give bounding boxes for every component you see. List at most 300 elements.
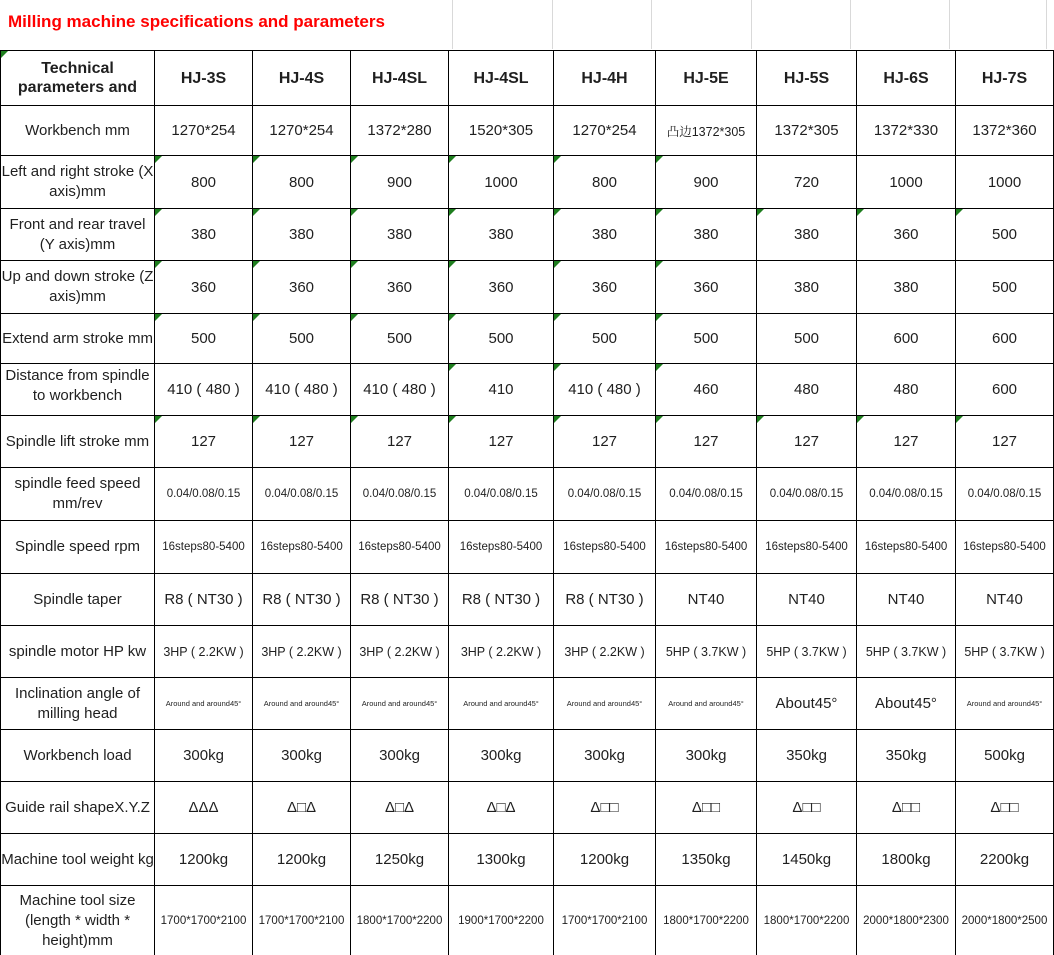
- spec-cell-value: 0.04/0.08/0.15: [264, 488, 339, 500]
- spec-cell-value: 1800*1700*2200: [763, 914, 850, 927]
- error-flag-icon: [857, 416, 864, 423]
- spec-cell: [857, 626, 956, 678]
- table-row: [1, 626, 1054, 678]
- spec-cell: [351, 468, 449, 521]
- spec-cell-value: 127: [190, 433, 217, 450]
- spec-cell-value: 410 ( 480 ): [167, 381, 240, 398]
- spec-cell: [351, 521, 449, 574]
- spec-cell-value: 0.04/0.08/0.15: [362, 488, 437, 500]
- spec-cell-value: Δ□□: [792, 799, 821, 816]
- spec-cell: [656, 209, 757, 261]
- gridline: [452, 0, 453, 49]
- column-header-label: HJ-4H: [581, 69, 628, 87]
- spec-cell: [956, 261, 1054, 314]
- spec-cell: [253, 678, 351, 730]
- spec-cell: [449, 626, 554, 678]
- row-label: [1, 261, 155, 314]
- row-label-text: Workbench load: [23, 746, 132, 764]
- spec-cell: [757, 314, 857, 364]
- table-row: [1, 314, 1054, 364]
- column-header-label: HJ-7S: [981, 69, 1028, 87]
- error-flag-icon: [155, 261, 162, 268]
- spec-cell: [757, 261, 857, 314]
- spec-cell: [757, 468, 857, 521]
- row-label-text: Spindle taper: [33, 590, 122, 608]
- row-label-text: Spindle speed rpm: [14, 538, 141, 555]
- spec-cell-value: 380: [893, 278, 919, 296]
- gridline: [651, 0, 652, 49]
- spec-cell: [956, 364, 1054, 416]
- table-row: [1, 730, 1054, 782]
- spec-cell: [155, 468, 253, 521]
- spec-cell-value: 1350kg: [681, 851, 731, 868]
- spec-table: [0, 50, 1054, 955]
- spec-cell-value: 900: [693, 173, 719, 191]
- row-label-text: Extend arm stroke mm: [2, 329, 153, 347]
- spec-cell: [155, 521, 253, 574]
- spec-cell: [956, 468, 1054, 521]
- row-label: [1, 730, 155, 782]
- spec-cell-value: 1372*360: [972, 122, 1037, 139]
- error-flag-icon: [449, 416, 456, 423]
- spec-cell-value: 2000*1800*2300: [863, 914, 949, 927]
- spec-cell: [956, 106, 1054, 156]
- spec-cell: [253, 416, 351, 468]
- spec-cell: [857, 468, 956, 521]
- column-header: [956, 51, 1054, 106]
- row-label: [1, 364, 155, 416]
- spec-cell-value: 127: [991, 433, 1018, 450]
- spec-cell: [554, 468, 656, 521]
- spec-cell: [656, 886, 757, 955]
- spec-cell-value: 500: [386, 330, 413, 347]
- column-header: [449, 51, 554, 106]
- spec-cell-value: 500: [190, 330, 217, 347]
- spec-cell-value: 1000: [484, 173, 518, 191]
- spec-cell: [253, 364, 351, 416]
- spec-cell-value: R8 ( NT30 ): [360, 591, 439, 608]
- spec-cell-value: 127: [893, 433, 919, 450]
- error-flag-icon: [656, 416, 663, 423]
- spec-cell-value: 3HP ( 2.2KW ): [163, 644, 244, 659]
- spec-cell-value: 380: [288, 226, 315, 243]
- column-header: [155, 51, 253, 106]
- spec-cell-value: 1372*305: [774, 122, 839, 139]
- spec-cell: [449, 156, 554, 209]
- spec-cell-value: 300kg: [183, 747, 224, 764]
- spec-cell: [449, 886, 554, 955]
- spec-cell: [554, 314, 656, 364]
- spec-cell-value: 0.04/0.08/0.15: [967, 488, 1042, 500]
- row-label: [1, 468, 155, 521]
- error-flag-icon: [956, 416, 963, 423]
- spec-cell-value: 410 ( 480 ): [363, 381, 436, 398]
- gridline: [949, 0, 950, 49]
- gridline: [850, 0, 851, 49]
- column-header: [757, 51, 857, 106]
- spec-cell-value: 1270*254: [269, 122, 334, 139]
- spec-cell-value: 500: [488, 330, 514, 347]
- spec-cell: [656, 782, 757, 834]
- spec-cell: [449, 782, 554, 834]
- spec-cell-value: 1450kg: [781, 851, 832, 868]
- spec-cell-value: 600: [893, 330, 919, 347]
- spec-cell-value: 300kg: [281, 747, 322, 764]
- error-flag-icon: [1, 51, 8, 58]
- spec-cell-value: 500kg: [984, 747, 1025, 764]
- column-header: [554, 51, 656, 106]
- gridline: [552, 0, 553, 49]
- spec-cell: [857, 364, 956, 416]
- spec-cell: [351, 364, 449, 416]
- spec-cell: [757, 886, 857, 955]
- spec-cell-value: 5HP ( 3.7KW ): [865, 644, 947, 659]
- spec-cell-value: 5HP ( 3.7KW ): [665, 644, 747, 659]
- spec-cell: [449, 574, 554, 626]
- spec-cell: [757, 521, 857, 574]
- error-flag-icon: [554, 364, 561, 371]
- spec-cell-value: Around and around45°: [668, 699, 744, 708]
- spec-cell-value: 1270*254: [171, 122, 236, 139]
- spec-cell-value: 380: [190, 226, 217, 243]
- spec-cell-value: 1900*1700*2200: [458, 914, 544, 927]
- row-label-text: spindle motor HP kw: [8, 642, 147, 660]
- spec-cell: [351, 730, 449, 782]
- spec-cell-value: 1700*1700*2100: [561, 914, 648, 927]
- spec-cell-value: Δ□Δ: [286, 799, 317, 816]
- spec-cell: [554, 782, 656, 834]
- spec-cell-value: 410 ( 480 ): [568, 381, 641, 398]
- row-label: [1, 782, 155, 834]
- spec-cell-value: 380: [793, 278, 820, 296]
- spec-cell-value: 600: [991, 330, 1018, 347]
- spec-cell: [656, 106, 757, 156]
- spec-cell: [554, 574, 656, 626]
- table-row: [1, 364, 1054, 416]
- row-label: [1, 106, 155, 156]
- spec-cell-value: 1372*280: [367, 122, 432, 139]
- spec-cell-value: Δ□□: [990, 799, 1019, 816]
- spec-cell: [554, 416, 656, 468]
- error-flag-icon: [857, 209, 864, 216]
- spec-cell-value: Δ□□: [691, 799, 721, 816]
- spec-cell: [857, 416, 956, 468]
- error-flag-icon: [449, 364, 456, 371]
- row-label: [1, 678, 155, 730]
- column-header-label: HJ-4S: [278, 69, 325, 87]
- spec-cell: [155, 314, 253, 364]
- spec-cell: [857, 886, 956, 955]
- spec-cell: [554, 678, 656, 730]
- spec-cell-value: 0.04/0.08/0.15: [869, 488, 943, 500]
- spec-cell: [757, 156, 857, 209]
- spec-cell: [656, 156, 757, 209]
- spec-cell-value: Δ□Δ: [384, 799, 415, 816]
- spec-cell: [253, 209, 351, 261]
- spec-cell: [155, 626, 253, 678]
- row-label-text: Distance from spindle to workbench: [5, 367, 150, 404]
- spec-cell-value: 16steps80-5400: [864, 541, 948, 553]
- spec-cell: [449, 314, 554, 364]
- spec-cell: [253, 834, 351, 886]
- column-header-label: HJ-4SL: [371, 69, 428, 87]
- spec-cell-value: R8 ( NT30 ): [164, 591, 243, 608]
- spec-cell-value: 127: [488, 433, 514, 450]
- error-flag-icon: [155, 416, 162, 423]
- spec-cell: [155, 782, 253, 834]
- spec-cell: [351, 886, 449, 955]
- spec-cell-value: 380: [488, 226, 514, 243]
- spec-cell: [656, 834, 757, 886]
- spec-cell-value: 5HP ( 3.7KW ): [964, 644, 1045, 659]
- spec-cell: [253, 468, 351, 521]
- spec-cell: [449, 364, 554, 416]
- spec-cell: [857, 314, 956, 364]
- spec-cell-value: 500: [288, 330, 315, 347]
- corner-cell: [1, 51, 155, 106]
- spec-cell-value: 16steps80-5400: [358, 541, 441, 553]
- spec-cell: [956, 834, 1054, 886]
- error-flag-icon: [956, 209, 963, 216]
- column-header: [857, 51, 956, 106]
- spec-cell: [351, 782, 449, 834]
- spec-cell-value: 1372*330: [873, 122, 939, 139]
- spec-cell-value: 127: [288, 433, 315, 450]
- spec-cell: [956, 521, 1054, 574]
- error-flag-icon: [253, 209, 260, 216]
- table-row: [1, 261, 1054, 314]
- spec-cell: [351, 574, 449, 626]
- spec-cell: [857, 156, 956, 209]
- spec-cell: [857, 834, 956, 886]
- spec-cell: [351, 834, 449, 886]
- spec-cell: [449, 106, 554, 156]
- spec-cell: [155, 678, 253, 730]
- spec-cell: [554, 261, 656, 314]
- spec-cell-value: 3HP ( 2.2KW ): [359, 644, 440, 659]
- spec-cell-value: 360: [190, 278, 217, 296]
- spec-cell: [554, 834, 656, 886]
- spec-cell: [253, 521, 351, 574]
- spec-cell: [253, 314, 351, 364]
- spec-cell-value: About45°: [775, 695, 838, 712]
- spec-cell: [253, 261, 351, 314]
- page-title: Milling machine specifications and parameters: [8, 12, 385, 31]
- spec-cell: [351, 261, 449, 314]
- spec-cell-value: R8 ( NT30 ): [461, 591, 541, 608]
- spec-cell: [857, 782, 956, 834]
- spec-cell-value: 1800*1700*2200: [663, 914, 749, 927]
- title-area: [0, 0, 1054, 50]
- spec-cell-value: 16steps80-5400: [765, 541, 848, 553]
- table-row: [1, 156, 1054, 209]
- row-label-text: Workbench mm: [25, 121, 130, 139]
- spec-cell: [253, 574, 351, 626]
- spec-cell-value: 300kg: [685, 747, 727, 764]
- error-flag-icon: [351, 156, 358, 163]
- spec-cell-value: 1250kg: [374, 851, 425, 868]
- row-label-text: Machine tool weight kg: [1, 850, 154, 868]
- spec-cell-value: 360: [488, 278, 514, 296]
- spec-cell-value: 0.04/0.08/0.15: [769, 488, 844, 500]
- spec-cell-value: 460: [693, 381, 719, 398]
- spec-cell: [656, 364, 757, 416]
- spec-cell-value: 410: [488, 381, 514, 398]
- gridline: [1046, 0, 1047, 49]
- table-row: [1, 834, 1054, 886]
- spec-cell-value: 500: [991, 278, 1018, 296]
- spec-cell: [956, 782, 1054, 834]
- spec-cell-value: 380: [386, 226, 413, 243]
- spec-cell: [956, 886, 1054, 955]
- spec-cell-value: 360: [386, 278, 413, 296]
- spec-cell: [253, 626, 351, 678]
- spec-cell: [155, 261, 253, 314]
- spec-cell-value: NT40: [687, 591, 725, 608]
- spec-cell-value: 480: [793, 381, 820, 398]
- spec-cell: [253, 886, 351, 955]
- error-flag-icon: [656, 261, 663, 268]
- error-flag-icon: [351, 416, 358, 423]
- spec-cell: [757, 834, 857, 886]
- spec-cell: [656, 416, 757, 468]
- spec-cell: [656, 261, 757, 314]
- spec-cell-value: 16steps80-5400: [162, 541, 245, 553]
- spec-cell: [554, 209, 656, 261]
- spec-cell: [449, 416, 554, 468]
- spec-cell: [554, 106, 656, 156]
- spec-cell: [956, 574, 1054, 626]
- spec-cell-value: 720: [793, 173, 820, 191]
- spec-cell: [449, 678, 554, 730]
- spec-cell-value: 16steps80-5400: [459, 541, 543, 553]
- row-label-text: Left and right stroke (X axis)mm: [1, 163, 154, 200]
- error-flag-icon: [449, 209, 456, 216]
- spec-cell-value: 500: [693, 330, 719, 347]
- error-flag-icon: [656, 314, 663, 321]
- spec-cell-value: R8 ( NT30 ): [262, 591, 341, 608]
- spec-cell-value: Around and around45°: [165, 699, 242, 708]
- spec-cell: [253, 156, 351, 209]
- error-flag-icon: [449, 314, 456, 321]
- spec-cell-value: 360: [591, 278, 618, 296]
- spec-cell-value: 300kg: [480, 747, 522, 764]
- spec-cell-value: Around and around45°: [566, 699, 643, 708]
- row-label-text: Inclination angle of milling head: [14, 684, 141, 722]
- error-flag-icon: [449, 261, 456, 268]
- spec-cell-value: 0.04/0.08/0.15: [464, 488, 538, 500]
- spec-cell-value: 380: [591, 226, 618, 243]
- spec-cell: [554, 364, 656, 416]
- spec-cell: [155, 106, 253, 156]
- spec-cell-value: 360: [288, 278, 315, 296]
- row-label-text: Machine tool size (length * width * height)mm: [19, 891, 136, 949]
- spec-cell: [155, 574, 253, 626]
- spec-cell-value: 5HP ( 3.7KW ): [766, 644, 847, 659]
- spec-cell: [351, 209, 449, 261]
- spec-cell: [155, 416, 253, 468]
- spec-cell-value: 360: [893, 226, 919, 243]
- error-flag-icon: [554, 261, 561, 268]
- spec-cell-value: 0.04/0.08/0.15: [669, 488, 743, 500]
- spec-cell: [656, 574, 757, 626]
- error-flag-icon: [656, 156, 663, 163]
- spec-cell: [155, 834, 253, 886]
- spec-cell-value: 凸边1372*305: [666, 124, 746, 139]
- spec-cell-value: 350kg: [786, 747, 827, 764]
- spec-cell: [757, 209, 857, 261]
- spec-cell: [956, 678, 1054, 730]
- spec-cell-value: 0.04/0.08/0.15: [166, 488, 241, 500]
- column-header: [351, 51, 449, 106]
- error-flag-icon: [155, 156, 162, 163]
- table-row: [1, 782, 1054, 834]
- row-label: [1, 209, 155, 261]
- spec-cell-value: 380: [793, 226, 820, 243]
- spec-cell-value: Δ□□: [590, 799, 619, 816]
- spec-cell-value: 127: [591, 433, 618, 450]
- spec-cell-value: 1200kg: [178, 851, 229, 868]
- spec-cell-value: 1270*254: [572, 122, 637, 139]
- spec-cell-value: 1200kg: [579, 851, 630, 868]
- spec-cell-value: 900: [386, 173, 413, 191]
- spec-cell: [554, 886, 656, 955]
- spec-cell-value: NT40: [788, 591, 825, 608]
- column-header-label: HJ-5E: [683, 69, 729, 87]
- spec-cell-value: Δ□Δ: [486, 799, 516, 816]
- spec-cell-value: 800: [288, 173, 315, 191]
- spec-cell-value: 300kg: [584, 747, 625, 764]
- spec-cell-value: 3HP ( 2.2KW ): [460, 644, 542, 659]
- spec-cell: [857, 730, 956, 782]
- spec-cell: [554, 730, 656, 782]
- spec-cell: [449, 261, 554, 314]
- row-label: [1, 626, 155, 678]
- spec-cell: [351, 106, 449, 156]
- error-flag-icon: [554, 314, 561, 321]
- spec-cell: [253, 730, 351, 782]
- spec-cell: [351, 678, 449, 730]
- error-flag-icon: [656, 209, 663, 216]
- spec-cell-value: 800: [190, 173, 217, 191]
- spec-cell-value: 500: [991, 226, 1018, 243]
- error-flag-icon: [554, 416, 561, 423]
- spec-cell: [757, 574, 857, 626]
- spec-cell: [656, 468, 757, 521]
- spec-cell-value: 16steps80-5400: [260, 541, 343, 553]
- spec-cell-value: 380: [693, 226, 719, 243]
- row-label: [1, 314, 155, 364]
- spec-cell-value: 500: [793, 330, 820, 347]
- spec-cell: [554, 626, 656, 678]
- spec-cell: [757, 106, 857, 156]
- spec-cell-value: 410 ( 480 ): [265, 381, 338, 398]
- spec-cell-value: 500: [591, 330, 618, 347]
- row-label: [1, 521, 155, 574]
- error-flag-icon: [351, 314, 358, 321]
- spec-cell: [757, 730, 857, 782]
- column-header-label: HJ-5S: [783, 69, 830, 87]
- row-label-text: Front and rear travel (Y axis)mm: [9, 215, 146, 253]
- spec-cell-value: 1200kg: [276, 851, 327, 868]
- spec-cell: [656, 521, 757, 574]
- spec-cell-value: Around and around45°: [966, 699, 1043, 708]
- spec-cell: [351, 416, 449, 468]
- spec-cell: [757, 364, 857, 416]
- spec-cell-value: 360: [693, 278, 719, 296]
- spec-cell: [449, 468, 554, 521]
- spec-cell-value: 2000*1800*2500: [961, 914, 1048, 927]
